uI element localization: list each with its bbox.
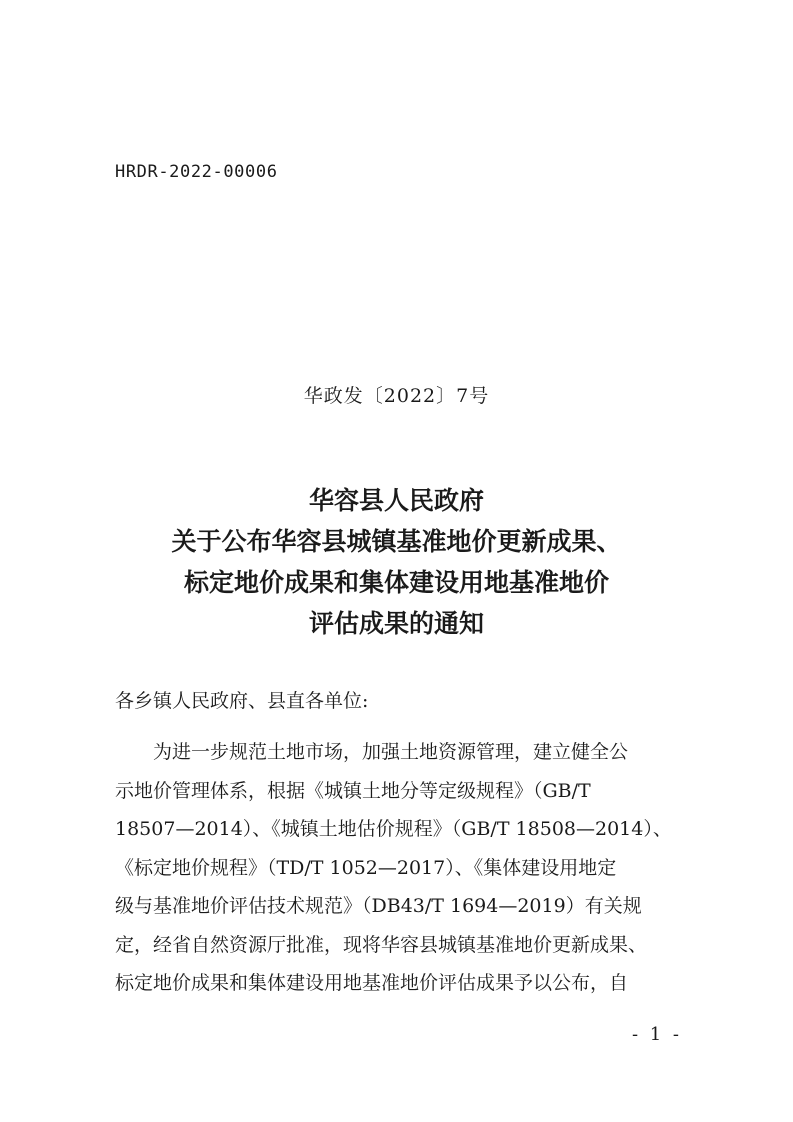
body-line: 级与基准地价评估技术规范》（DB43/T 1694—2019）有关规: [115, 895, 642, 917]
body-line: 为进一步规范土地市场，加强土地资源管理，建立健全公: [153, 741, 629, 763]
body-line: 定，经省自然资源厅批准，现将华容县城镇基准地价更新成果、: [115, 933, 648, 956]
title-line: 华容县人民政府: [308, 486, 484, 515]
title-line: 关于公布华容县城镇基准地价更新成果、: [171, 527, 622, 556]
body-line: 《标定地价规程》（TD/T 1052—2017）、《集体建设用地定: [115, 856, 617, 879]
body-line: 18507—2014）、《城镇土地估价规程》（GB/T 18508—2014）、: [115, 818, 672, 840]
body-line: 示地价管理体系，根据《城镇土地分等定级规程》（GB/T: [115, 779, 591, 802]
body-line: 标定地价成果和集体建设用地基准地价评估成果予以公布，自: [115, 972, 629, 994]
salutation: 各乡镇人民政府、县直各单位:: [115, 690, 369, 712]
title-line: 评估成果的通知: [308, 609, 484, 638]
body-paragraph: [115, 733, 680, 1003]
document-number: 华政发〔2022〕7号: [303, 385, 490, 407]
document-id: HRDR-2022-00006: [115, 162, 278, 182]
title-line: 标定地价成果和集体建设用地基准地价: [183, 568, 609, 597]
document-title: [0, 480, 793, 644]
page-number: - 1 -: [631, 1024, 682, 1045]
